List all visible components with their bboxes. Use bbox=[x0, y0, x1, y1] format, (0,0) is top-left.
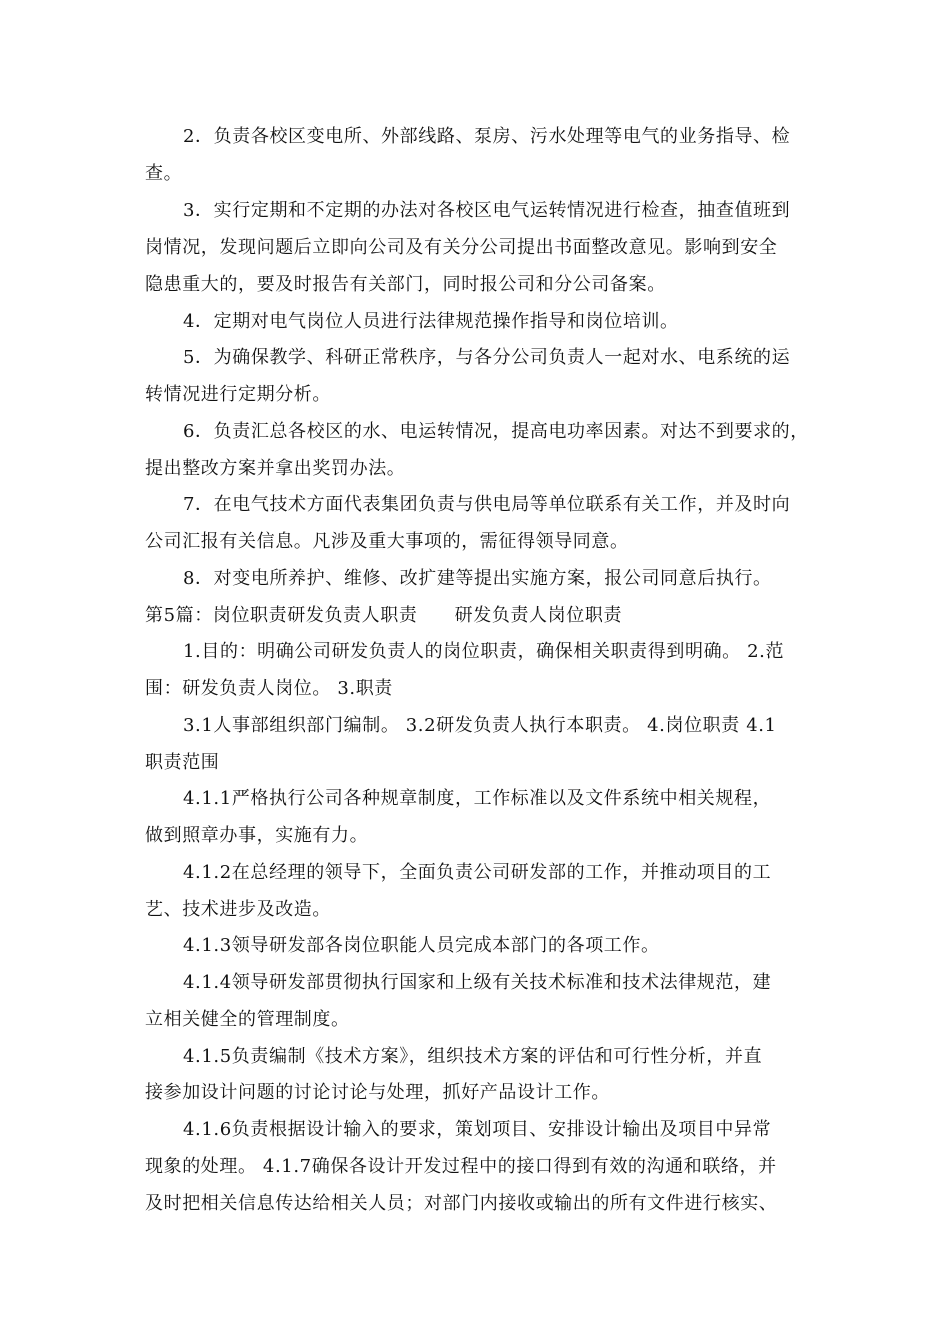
text-line: 4.1.3领导研发部各岗位职能人员完成本部门的各项工作。 bbox=[183, 935, 660, 956]
text-line: 转情况进行定期分析。 bbox=[145, 384, 331, 405]
text-line: 职责范围 bbox=[145, 752, 220, 773]
text-line: 做到照章办事，实施有力。 bbox=[145, 825, 369, 846]
text-line: 3．实行定期和不定期的办法对各校区电气运转情况进行检查，抽查值班到 bbox=[183, 200, 791, 221]
text-line: 岗情况，发现问题后立即向公司及有关分公司提出书面整改意见。影响到安全 bbox=[145, 237, 778, 258]
text-line: 4．定期对电气岗位人员进行法律规范操作指导和岗位培训。 bbox=[183, 311, 679, 332]
text-line: 及时把相关信息传达给相关人员；对部门内接收或输出的所有文件进行核实、 bbox=[145, 1193, 778, 1214]
text-line: 查。 bbox=[145, 163, 183, 184]
text-line: 现象的处理。 4.1.7确保各设计开发过程中的接口得到有效的沟通和联络，并 bbox=[145, 1156, 777, 1177]
text-line: 6．负责汇总各校区的水、电运转情况，提高电功率因素。对达不到要求的， bbox=[183, 421, 809, 442]
text-line: 4.1.1严格执行公司各种规章制度，工作标准以及文件系统中相关规程， bbox=[183, 788, 772, 809]
text-line: 接参加设计问题的讨论讨论与处理，抓好产品设计工作。 bbox=[145, 1082, 610, 1103]
text-line: 立相关健全的管理制度。 bbox=[145, 1009, 350, 1030]
text-line: 4.1.6负责根据设计输入的要求，策划项目、安排设计输出及项目中异常 bbox=[183, 1119, 772, 1140]
text-line: 5．为确保教学、科研正常秩序，与各分公司负责人一起对水、电系统的运 bbox=[183, 347, 791, 368]
text-line: 艺、技术进步及改造。 bbox=[145, 899, 331, 920]
text-line: 4.1.2在总经理的领导下，全面负责公司研发部的工作，并推动项目的工 bbox=[183, 862, 772, 883]
text-line: 隐患重大的，要及时报告有关部门，同时报公司和分公司备案。 bbox=[145, 274, 666, 295]
text-line: 公司汇报有关信息。凡涉及重大事项的，需征得领导同意。 bbox=[145, 531, 629, 552]
text-line: 2．负责各校区变电所、外部线路、泵房、污水处理等电气的业务指导、检 bbox=[183, 126, 791, 147]
section-heading: 第5篇：岗位职责研发负责人职责 研发负责人岗位职责 bbox=[145, 605, 623, 626]
text-line: 4.1.5负责编制《技术方案》，组织技术方案的评估和可行性分析，并直 bbox=[183, 1046, 763, 1067]
text-line: 4.1.4领导研发部贯彻执行国家和上级有关技术标准和技术法律规范，建 bbox=[183, 972, 772, 993]
text-line: 提出整改方案并拿出奖罚办法。 bbox=[145, 458, 406, 479]
text-line: 围：研发负责人岗位。 3.职责 bbox=[145, 678, 393, 699]
text-line: 1.目的：明确公司研发负责人的岗位职责，确保相关职责得到明确。 2.范 bbox=[183, 641, 785, 662]
text-line: 7．在电气技术方面代表集团负责与供电局等单位联系有关工作，并及时向 bbox=[183, 494, 791, 515]
text-line: 8．对变电所养护、维修、改扩建等提出实施方案，报公司同意后执行。 bbox=[183, 568, 772, 589]
text-line: 3.1人事部组织部门编制。 3.2研发负责人执行本职责。 4.岗位职责 4.1 bbox=[183, 715, 777, 736]
